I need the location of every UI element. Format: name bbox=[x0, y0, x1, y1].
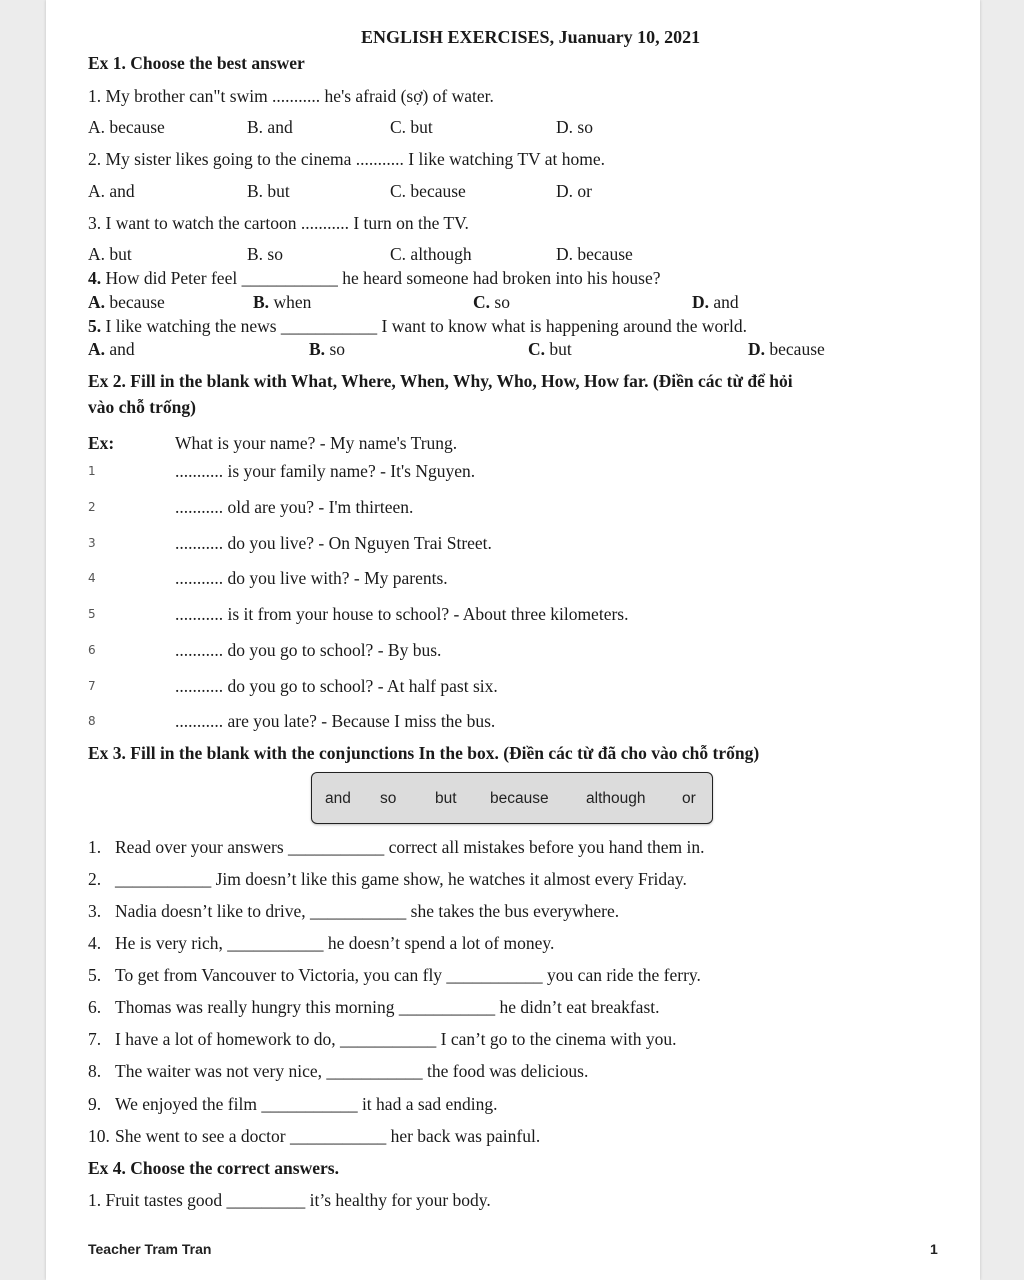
option-letter: D. bbox=[692, 292, 710, 312]
option-letter: B. bbox=[309, 339, 326, 359]
word-box-item: but bbox=[435, 790, 457, 807]
ex1-q5-number: 5. bbox=[88, 316, 102, 336]
ex3-item: She went to see a doctor ___________ her back was painful. bbox=[115, 1126, 541, 1146]
option-text: so bbox=[490, 292, 510, 312]
ex3-item-number: 5. bbox=[88, 965, 102, 985]
ex3-item: To get from Vancouver to Victoria, you can fly ___________ you can ride the ferry. bbox=[115, 965, 701, 985]
ex3-item-number: 1. bbox=[88, 837, 102, 857]
option-text: and bbox=[709, 292, 739, 312]
ex1-q3-option-a[interactable]: A. but bbox=[88, 244, 132, 264]
ex1-question-4 bbox=[88, 270, 661, 288]
word-box-item: because bbox=[490, 790, 549, 807]
ex1-question-3: 3. I want to watch the cartoon ........... I turn on the TV. bbox=[88, 213, 469, 233]
option-text: because bbox=[105, 292, 165, 312]
option-text: and bbox=[105, 339, 135, 359]
ex1-q2-option-a[interactable]: A. and bbox=[88, 181, 135, 201]
option-letter: B. bbox=[253, 292, 270, 312]
option-text: when bbox=[269, 292, 312, 312]
ex3-item: We enjoyed the film ___________ it had a sad ending. bbox=[115, 1094, 498, 1114]
ex1-q3-option-c[interactable]: C. although bbox=[390, 244, 472, 264]
ex1-q4-option-d[interactable] bbox=[692, 294, 739, 312]
ex3-item: Read over your answers ___________ correct all mistakes before you hand them in. bbox=[115, 837, 705, 857]
ex2-item-number: 1 bbox=[88, 464, 96, 478]
option-letter: C. bbox=[528, 339, 546, 359]
ex2-example-text: What is your name? - My name's Trung. bbox=[175, 433, 458, 453]
ex1-q5-option-c[interactable] bbox=[528, 341, 572, 359]
ex1-q4-number: 4. bbox=[88, 268, 102, 288]
word-box-item: although bbox=[586, 790, 646, 807]
ex4-question-1: 1. Fruit tastes good _________ it’s healthy for your body. bbox=[88, 1190, 491, 1210]
ex1-question-1: 1. My brother can"t swim ........... he's afraid (sợ) of water. bbox=[88, 86, 494, 106]
footer-author: Teacher Tram Tran bbox=[88, 1241, 212, 1257]
option-text: so bbox=[325, 339, 345, 359]
ex2-item-number: 3 bbox=[88, 536, 96, 550]
ex3-item: The waiter was not very nice, ___________ the food was delicious. bbox=[115, 1061, 589, 1081]
ex3-item: Nadia doesn’t like to drive, ___________ she takes the bus everywhere. bbox=[115, 901, 620, 921]
ex1-q1-option-a[interactable]: A. because bbox=[88, 117, 165, 137]
ex1-q2-option-c[interactable]: C. because bbox=[390, 181, 466, 201]
ex2-item-number: 2 bbox=[88, 500, 96, 514]
ex2-item-number: 5 bbox=[88, 607, 96, 621]
option-letter: C. bbox=[473, 292, 491, 312]
ex3-item-number: 10. bbox=[88, 1126, 110, 1146]
option-text: because bbox=[765, 339, 825, 359]
page-number: 1 bbox=[930, 1241, 938, 1257]
word-box-item: or bbox=[682, 790, 696, 807]
ex2-item: ........... are you late? - Because I miss the bus. bbox=[175, 711, 496, 731]
word-box-item: and bbox=[325, 790, 351, 807]
word-box-item: so bbox=[380, 790, 397, 807]
ex2-item-number: 6 bbox=[88, 643, 96, 657]
ex1-q4-text: How did Peter feel ___________ he heard someone had broken into his house? bbox=[101, 268, 661, 288]
ex2-item: ........... is it from your house to school? - About three kilometers. bbox=[175, 604, 629, 624]
ex1-q1-option-b[interactable]: B. and bbox=[247, 117, 293, 137]
ex1-q2-option-d[interactable]: D. or bbox=[556, 181, 592, 201]
ex1-q5-text: I like watching the news ___________ I want to know what is happening around the world. bbox=[101, 316, 748, 336]
ex1-q4-option-c[interactable] bbox=[473, 294, 510, 312]
ex1-q4-option-b[interactable] bbox=[253, 294, 311, 312]
ex2-item: ........... is your family name? - It's Nguyen. bbox=[175, 461, 476, 481]
ex1-q5-option-a[interactable] bbox=[88, 341, 135, 359]
ex3-item-number: 4. bbox=[88, 933, 102, 953]
ex3-heading: Ex 3. Fill in the blank with the conjunctions In the box. (Điền các từ đã cho vào chỗ trống) bbox=[88, 743, 760, 763]
ex2-item: ........... old are you? - I'm thirteen. bbox=[175, 497, 414, 517]
ex4-heading: Ex 4. Choose the correct answers. bbox=[88, 1158, 339, 1178]
ex3-item-number: 7. bbox=[88, 1029, 102, 1049]
option-letter: A. bbox=[88, 292, 106, 312]
ex3-item-number: 2. bbox=[88, 869, 102, 889]
ex3-item-number: 8. bbox=[88, 1061, 102, 1081]
ex3-item: I have a lot of homework to do, ___________ I can’t go to the cinema with you. bbox=[115, 1029, 677, 1049]
ex1-heading: Ex 1. Choose the best answer bbox=[88, 53, 305, 73]
ex3-item: He is very rich, ___________ he doesn’t spend a lot of money. bbox=[115, 933, 555, 953]
ex2-item: ........... do you go to school? - At half past six. bbox=[175, 676, 498, 696]
ex2-heading: Ex 2. Fill in the blank with What, Where, When, Why, Who, How, How far. (Điền các từ để hỏi vào chỗ trống) bbox=[88, 371, 793, 417]
ex1-q4-option-a[interactable] bbox=[88, 294, 165, 312]
ex3-item: ___________ Jim doesn’t like this game show, he watches it almost every Friday. bbox=[115, 869, 687, 889]
ex3-item-number: 3. bbox=[88, 901, 102, 921]
document-title: ENGLISH EXERCISES, Juanuary 10, 2021 bbox=[361, 27, 701, 47]
ex2-item: ........... do you live? - On Nguyen Trai Street. bbox=[175, 533, 492, 553]
ex3-item-number: 6. bbox=[88, 997, 102, 1017]
ex1-q2-option-b[interactable]: B. but bbox=[247, 181, 290, 201]
ex1-question-5 bbox=[88, 318, 747, 336]
option-letter: D. bbox=[748, 339, 766, 359]
ex1-q5-option-b[interactable] bbox=[309, 341, 345, 359]
ex1-q5-option-d[interactable] bbox=[748, 341, 825, 359]
ex1-q1-option-d[interactable]: D. so bbox=[556, 117, 593, 137]
ex2-example-label: Ex: bbox=[88, 433, 115, 453]
ex3-item: Thomas was really hungry this morning ___________ he didn’t eat breakfast. bbox=[115, 997, 660, 1017]
ex1-q3-option-b[interactable]: B. so bbox=[247, 244, 283, 264]
ex2-item-number: 7 bbox=[88, 679, 96, 693]
ex3-item-number: 9. bbox=[88, 1094, 102, 1114]
ex2-item: ........... do you go to school? - By bus. bbox=[175, 640, 442, 660]
ex2-item-number: 8 bbox=[88, 714, 96, 728]
conjunction-word-box bbox=[311, 772, 713, 824]
ex1-q3-option-d[interactable]: D. because bbox=[556, 244, 633, 264]
ex1-q1-option-c[interactable]: C. but bbox=[390, 117, 433, 137]
ex2-item-number: 4 bbox=[88, 571, 96, 585]
option-letter: A. bbox=[88, 339, 106, 359]
ex2-item: ........... do you live with? - My parents. bbox=[175, 568, 448, 588]
ex1-question-2: 2. My sister likes going to the cinema ........... I like watching TV at home. bbox=[88, 149, 605, 169]
option-text: but bbox=[545, 339, 572, 359]
